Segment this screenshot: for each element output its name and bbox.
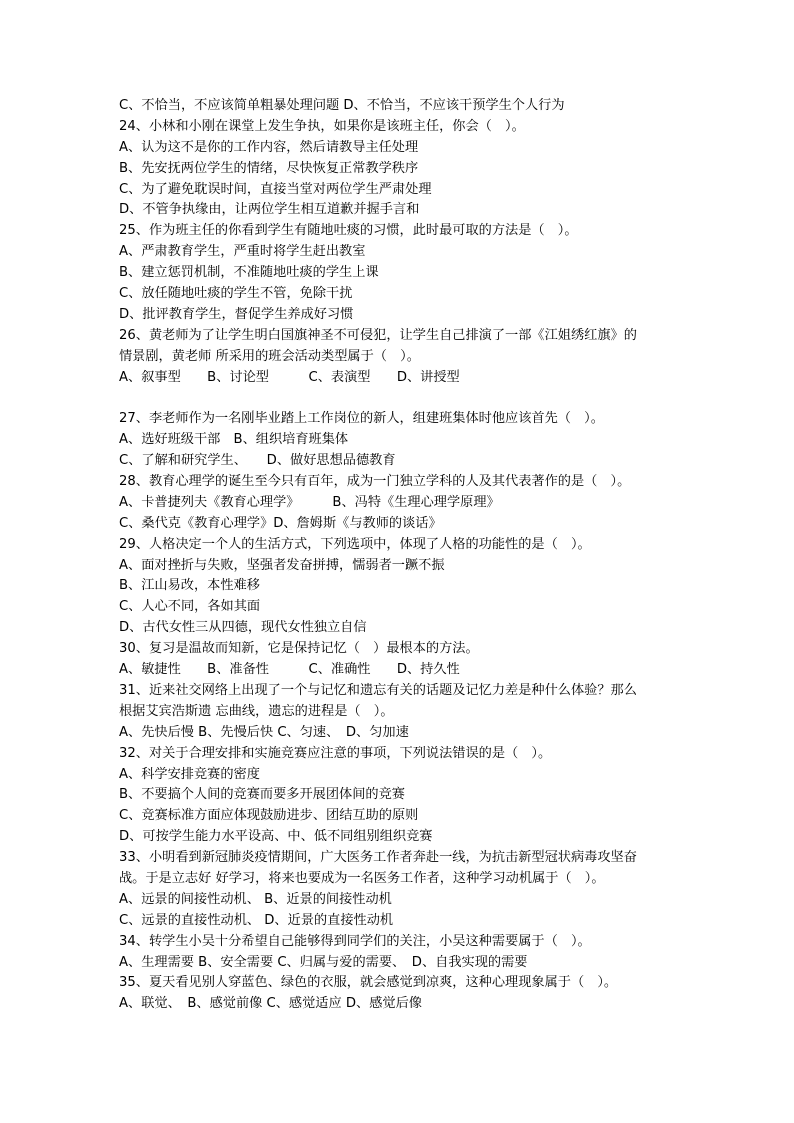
question-text: 33、小明看到新冠肺炎疫情期间，广大医务工作者奔赴一线，为抗击新型冠状病毒攻坚奋 bbox=[119, 850, 637, 866]
answer-options: C、为了避免耽误时间，直接当堂对两位学生严肃处理 bbox=[119, 181, 432, 197]
answer-options: C、人心不同，各如其面 bbox=[119, 599, 261, 615]
answer-options: A、远景的间接性动机、 B、近景的间接性动机 bbox=[119, 891, 392, 907]
answer-options: D、古代女性三从四德，现代女性独立自信 bbox=[119, 620, 367, 636]
question-text-continued: 根据艾宾浩斯遗 忘曲线，遗忘的进程是（ ）。 bbox=[119, 703, 394, 719]
answer-options: C、竞赛标准方面应体现鼓励进步、团结互助的原则 bbox=[119, 808, 419, 824]
question-text: 25、作为班主任的你看到学生有随地吐痰的习惯，此时最可取的方法是（ ）。 bbox=[119, 223, 578, 239]
question-text: 34、转学生小吴十分希望自己能够得到同学们的关注，小吴这种需要属于（ ）。 bbox=[119, 933, 591, 949]
answer-options: B、不要搞个人间的竞赛而要多开展团体间的竞赛 bbox=[119, 787, 405, 803]
answer-options: D、批评教育学生，督促学生养成好习惯 bbox=[119, 306, 354, 322]
answer-options: B、建立惩罚机制，不准随地吐痰的学生上课 bbox=[119, 265, 379, 281]
document-body bbox=[119, 96, 679, 1015]
answer-options: A、卡普捷列夫《教育心理学》 B、冯特《生理心理学原理》 bbox=[119, 494, 500, 510]
question-text-continued: 情景剧，黄老师 所采用的班会活动类型属于（ ）。 bbox=[119, 348, 420, 364]
answer-options: D、可按学生能力水平设高、中、低不同组别组织竞赛 bbox=[119, 829, 433, 845]
question-text: 30、复习是温故而知新，它是保持记忆（ ）最根本的方法。 bbox=[119, 641, 479, 657]
answer-options: C、桑代克《教育心理学》D、詹姆斯《与教师的谈话》 bbox=[119, 515, 442, 531]
answer-options: A、严肃教育学生，严重时将学生赶出教室 bbox=[119, 244, 366, 260]
answer-options: A、叙事型 B、讨论型 C、表演型 D、讲授型 bbox=[119, 369, 460, 385]
question-text: 29、人格决定一个人的生活方式，下列选项中，体现了人格的功能性的是（ ）。 bbox=[119, 536, 591, 552]
answer-options: A、生理需要 B、安全需要 C、归属与爱的需要、 D、自我实现的需要 bbox=[119, 954, 528, 970]
answer-options: C、了解和研究学生、 D、做好思想品德教育 bbox=[119, 453, 396, 469]
answer-options: C、放任随地吐痰的学生不管，免除干扰 bbox=[119, 286, 353, 302]
question-text: 26、黄老师为了让学生明白国旗神圣不可侵犯，让学生自己排演了一部《江姐绣红旗》的 bbox=[119, 327, 637, 343]
answer-options: B、江山易改，本性难移 bbox=[119, 578, 260, 594]
answer-options: A、先快后慢 B、先慢后快 C、匀速、 D、匀加速 bbox=[119, 724, 409, 740]
answer-options: A、敏捷性 B、准备性 C、准确性 D、持久性 bbox=[119, 662, 460, 678]
question-text: 27、李老师作为一名刚毕业踏上工作岗位的新人，组建班集体时他应该首先（ ）。 bbox=[119, 411, 604, 427]
answer-options: A、选好班级干部 B、组织培育班集体 bbox=[119, 432, 349, 448]
answer-options: D、不管争执缘由，让两位学生相互道歉并握手言和 bbox=[119, 202, 420, 218]
answer-options: A、科学安排竞赛的密度 bbox=[119, 766, 260, 782]
question-text-continued: 战。于是立志好 好学习，将来也要成为一名医务工作者，这种学习动机属于（ ）。 bbox=[119, 870, 605, 886]
question-text: 28、教育心理学的诞生至今只有百年，成为一门独立学科的人及其代表著作的是（ ）。 bbox=[119, 474, 631, 490]
answer-options: A、联觉、 B、感觉前像 C、感觉适应 D、感觉后像 bbox=[119, 996, 422, 1012]
question-text: 31、近来社交网络上出现了一个与记忆和遗忘有关的话题及记忆力差是种什么体验？那么 bbox=[119, 682, 637, 698]
answer-options: A、认为这不是你的工作内容，然后请教导主任处理 bbox=[119, 139, 419, 155]
answer-options: C、不恰当，不应该简单粗暴处理问题 D、不恰当，不应该干预学生个人行为 bbox=[119, 98, 565, 113]
answer-options: B、先安抚两位学生的情绪，尽快恢复正常教学秩序 bbox=[119, 160, 419, 176]
answer-options: A、面对挫折与失败，坚强者发奋拼搏，懦弱者一蹶不振 bbox=[119, 557, 445, 573]
blank-line bbox=[119, 388, 679, 409]
question-text: 32、对关于合理安排和实施竞赛应注意的事项，下列说法错误的是（ ）。 bbox=[119, 745, 552, 761]
answer-options: C、远景的直接性动机、 D、近景的直接性动机 bbox=[119, 912, 394, 928]
question-text: 24、小林和小刚在课堂上发生争执，如果你是该班主任，你会（ ）。 bbox=[119, 118, 525, 134]
question-text: 35、夏天看见别人穿蓝色、绿色的衣服，就会感觉到凉爽，这种心理现象属于（ ）。 bbox=[119, 975, 618, 991]
